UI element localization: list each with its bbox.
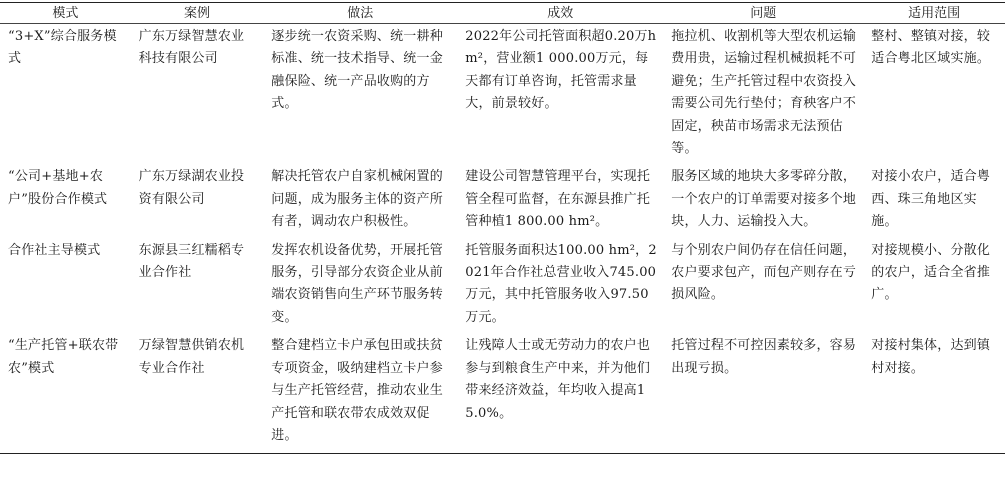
cell-mode: 合作社主导模式: [8, 242, 101, 258]
cell-results: 托管服务面积达100.00 hm²，2021年合作社总营业收入745.00万元，其中托管服务收入97.50万元。: [465, 242, 657, 325]
cell-problems: 与个别农户间仍存在信任问题，农户要求包产，而包产则存在亏损风险。: [671, 242, 857, 303]
table-header: [0, 3, 1005, 24]
header-problems: 问题: [663, 3, 863, 24]
cell-mode: “生产托管+联农带农”模式: [8, 338, 119, 376]
cell-case: 广东万绿湖农业投资有限公司: [138, 169, 245, 207]
cell-problems: 服务区域的地块大多零碎分散，一个农户的订单需要对接多个地块，人力、运输投入大。: [671, 169, 857, 230]
cell-case: 万绿智慧供销农机专业合作社: [138, 338, 245, 376]
cell-results: 让残障人士或无劳动力的农户也参与到粮食生产中来，并为他们带来经济效益，年均收入提高15.0%。: [465, 338, 651, 421]
header-approach: 做法: [263, 3, 457, 24]
cell-approach: 逐步统一农资采购、统一耕种标准、统一技术指导、统一金融保险、统一产品收购的方式。: [271, 29, 443, 112]
header-case: 案例: [131, 3, 264, 24]
cell-approach: 发挥农机设备优势，开展托管服务，引导部分农资企业从前端农资销售向生产环节服务转变。: [271, 242, 443, 325]
cell-mode: “公司+基地+农户”股份合作模式: [8, 169, 108, 207]
cell-results: 2022年公司托管面积超0.20万hm²，营业额1 000.00万元，每天都有订单咨询，托管需求量大，前景较好。: [465, 29, 657, 112]
table-row: [0, 24, 1005, 167]
cell-scope: 对接规模小、分散化的农户，适合全省推广。: [871, 242, 991, 303]
cell-problems: 托管过程不可控因素较多，容易出现亏损。: [671, 338, 857, 376]
header-row: [0, 3, 1005, 24]
cell-approach: 整合建档立卡户承包田或扶贫专项资金，吸纳建档立卡户参与生产托管经营，推动农业生产托管和联农带农成效双促进。: [271, 338, 443, 443]
cell-scope: 对接小农户，适合粤西、珠三角地区实施。: [871, 169, 991, 230]
cell-approach: 解决托管农户自家机械闲置的问题，成为服务主体的资产所有者，调动农户积极性。: [271, 169, 443, 230]
header-scope: 适用范围: [863, 3, 1005, 24]
cell-scope: 整村、整镇对接，较适合粤北区域实施。: [871, 29, 991, 67]
table-row: [0, 166, 1005, 239]
cell-problems: 拖拉机、收割机等大型农机运输费用贵，运输过程机械损耗不可避免；生产托管过程中农资投入需要公司先行垫付；育秧客户不固定，秧苗市场需求无法预估等。: [671, 29, 857, 157]
table-row: [0, 335, 1005, 454]
comparison-table: [0, 2, 1005, 454]
header-results: 成效: [457, 3, 663, 24]
cell-scope: 对接村集体，达到镇村对接。: [871, 338, 991, 376]
cell-results: 建设公司智慧管理平台，实现托管全程可监督，在东源县推广托管种植1 800.00 hm²。: [465, 169, 651, 230]
table-row: [0, 240, 1005, 336]
table-body: [0, 24, 1005, 454]
header-mode: 模式: [0, 3, 131, 24]
cell-case: 广东万绿智慧农业科技有限公司: [138, 29, 245, 67]
cell-mode: “3+X”综合服务模式: [8, 29, 117, 67]
cell-case: 东源县三红糯稻专业合作社: [138, 242, 245, 281]
